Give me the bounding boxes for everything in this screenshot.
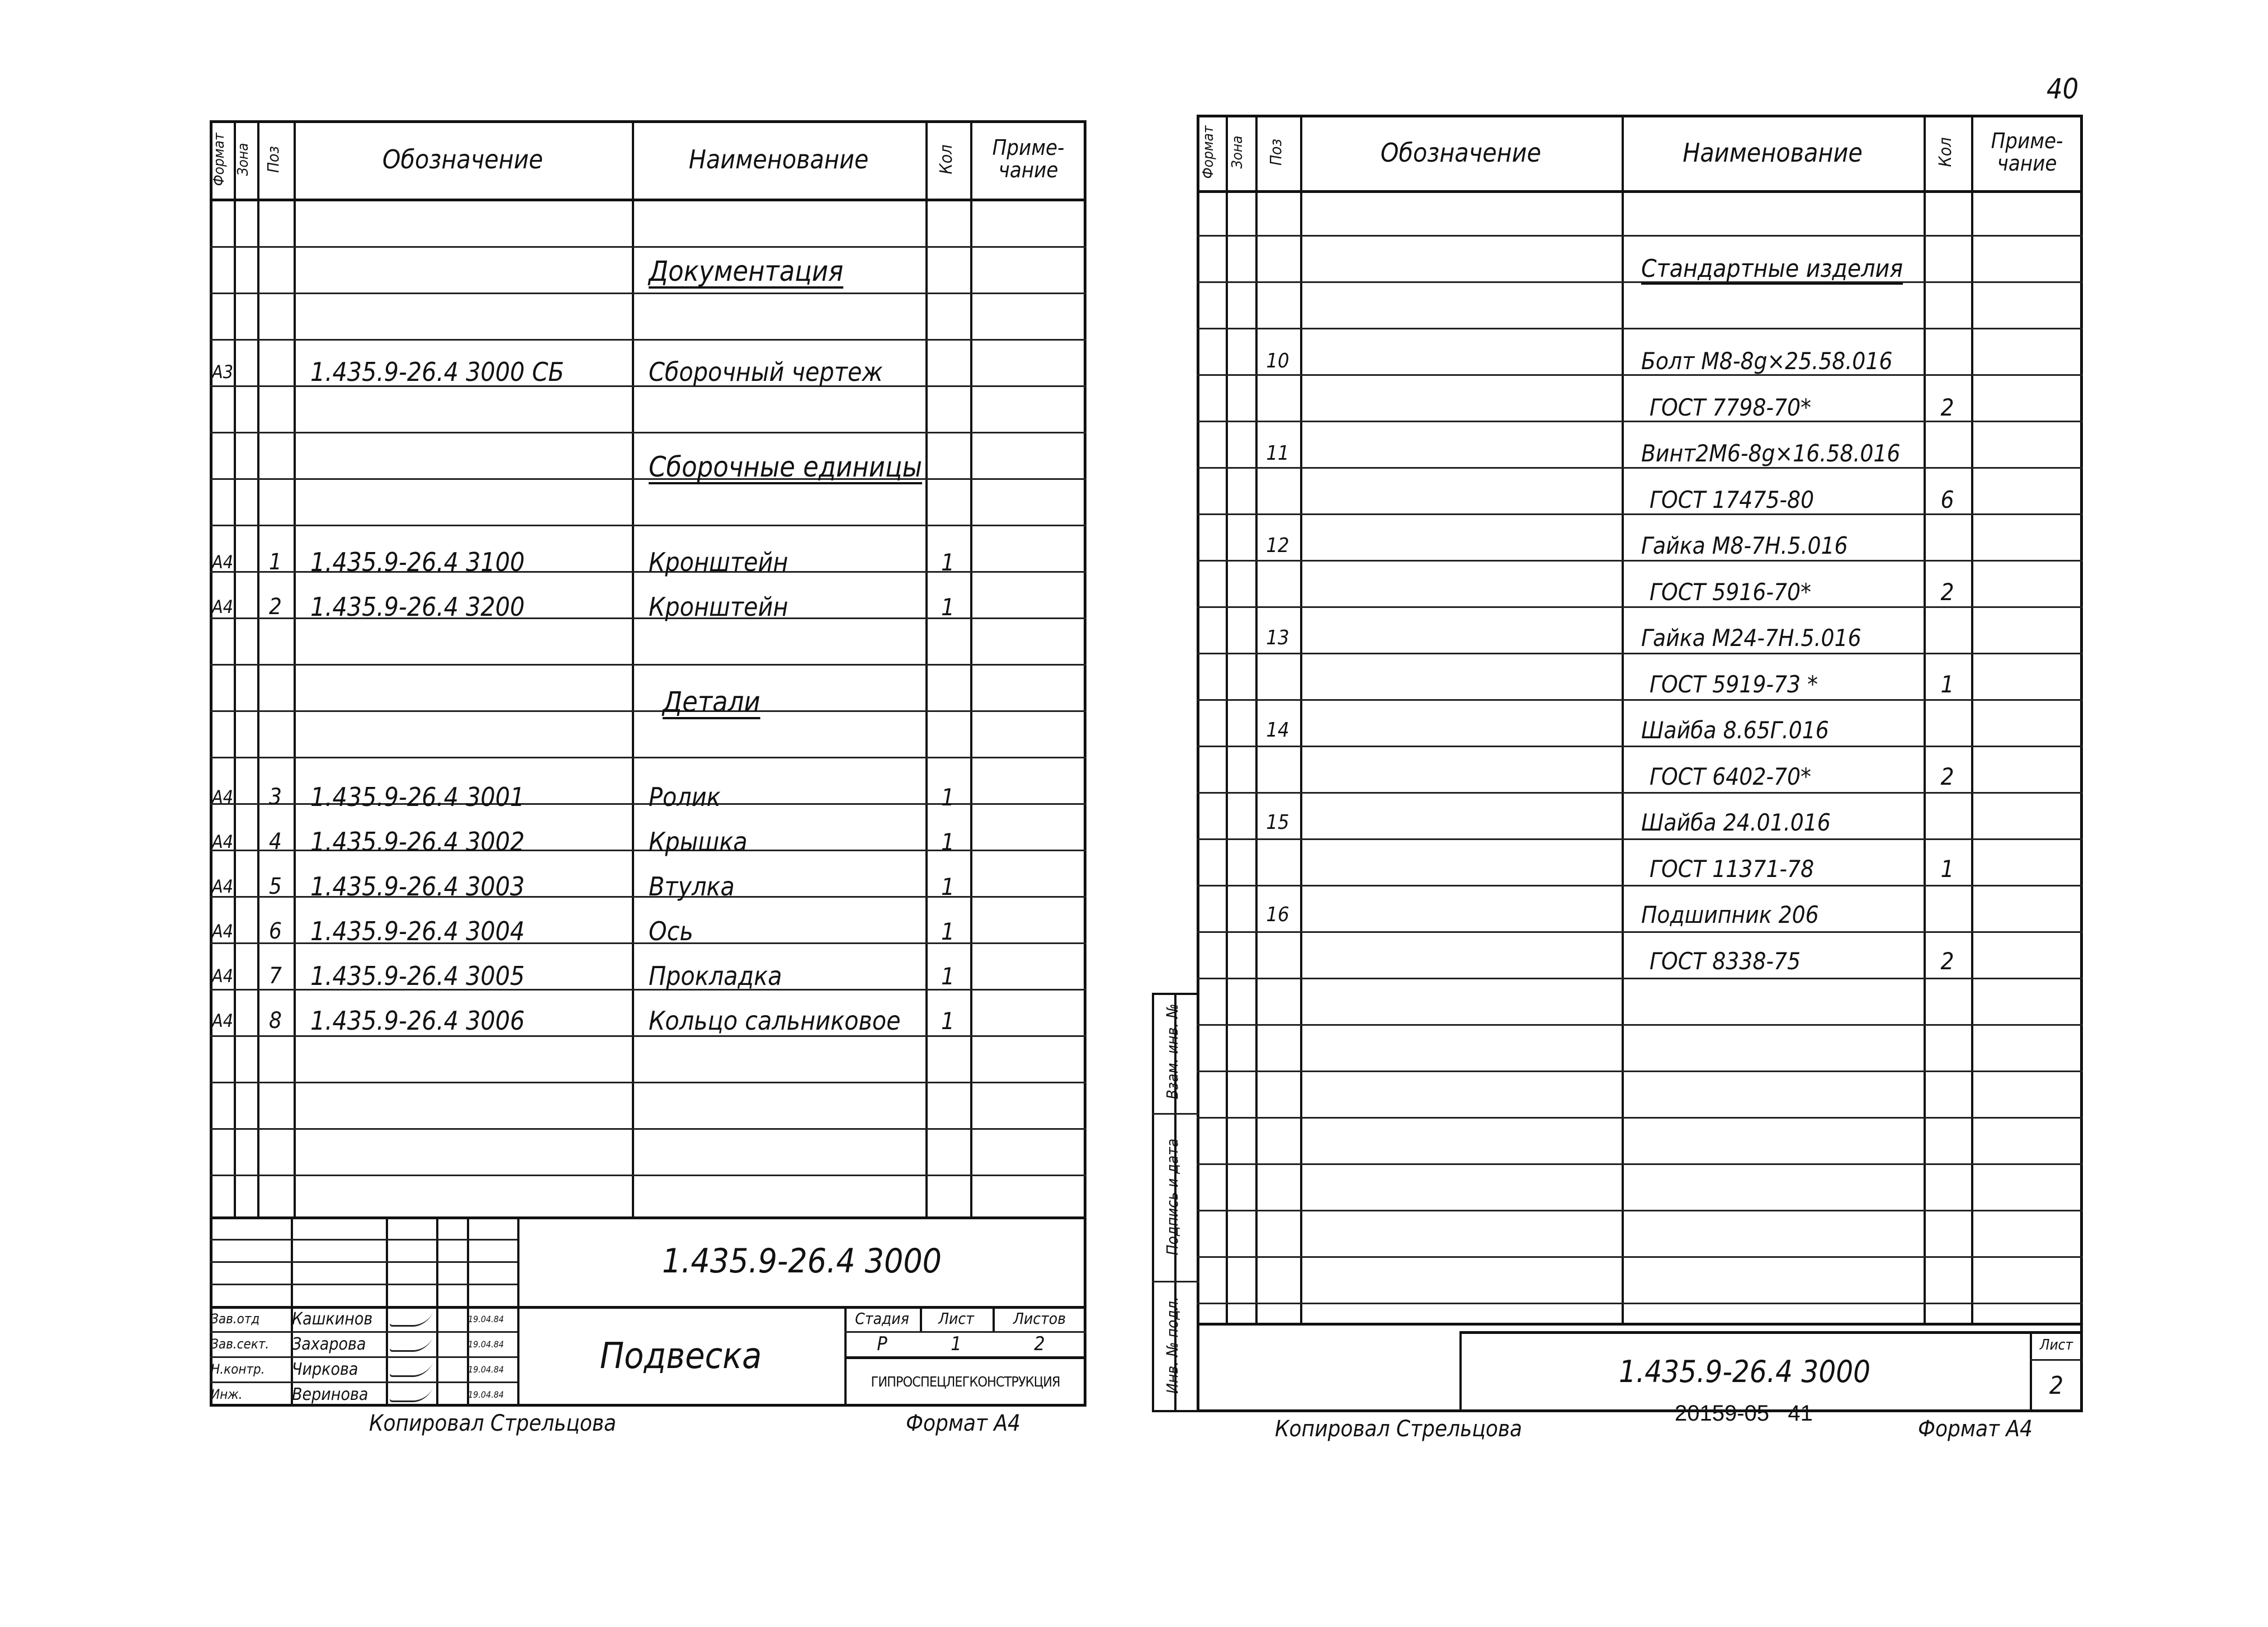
row-name: Втулка xyxy=(649,871,735,902)
row-designation: 1.435.9-26.4 3200 xyxy=(310,592,525,622)
row-format: А4 xyxy=(212,921,233,942)
archive-stamp: 20159-05 41 xyxy=(1675,1401,1813,1426)
signer-date: 19.04.84 xyxy=(468,1389,504,1400)
row-quantity: 1 xyxy=(941,828,955,856)
right-header-zone: Зона xyxy=(1229,135,1246,169)
right-doc-code: 1.435.9-26.4 3000 xyxy=(1618,1354,1871,1389)
side-label-signature: Подпись и дата xyxy=(1163,1138,1182,1256)
row-quantity: 2 xyxy=(1940,393,1954,421)
row-position: 5 xyxy=(269,874,282,899)
left-row-rule xyxy=(210,525,1086,526)
right-sheet-label: Лист xyxy=(2039,1337,2073,1354)
row-name: Винт2М6-8g×16.58.016 xyxy=(1641,439,1901,467)
right-format: Формат А4 xyxy=(1918,1416,2033,1442)
row-name: ГОСТ 6402-70* xyxy=(1650,762,1811,790)
left-header-pos: Поз xyxy=(264,146,282,173)
row-position xyxy=(1255,754,1300,799)
row-format: А4 xyxy=(212,876,233,897)
side-label-replacement: Взам. инв. № xyxy=(1163,1003,1182,1100)
row-quantity: 2 xyxy=(1940,762,1954,790)
left-row-rule xyxy=(210,246,1086,248)
row-quantity xyxy=(925,249,970,294)
row-position xyxy=(1255,246,1300,291)
row-name: Шайба 8.65Г.016 xyxy=(1641,716,1829,744)
row-position: 6 xyxy=(269,918,282,944)
left-frame xyxy=(210,120,1086,1407)
signer-date: 19.04.84 xyxy=(468,1364,504,1375)
row-position xyxy=(1255,385,1300,430)
row-quantity xyxy=(1924,708,1971,752)
row-quantity: 1 xyxy=(941,873,955,900)
row-name: Кольцо сальниковое xyxy=(649,1006,901,1036)
signer-role: Зав.отд xyxy=(211,1311,260,1327)
row-quantity xyxy=(1924,246,1971,291)
signer-name: Чиркова xyxy=(292,1359,358,1379)
row-quantity xyxy=(1924,523,1971,568)
page-number: 40 xyxy=(2047,73,2079,105)
row-position: 7 xyxy=(269,963,282,989)
row-position: 16 xyxy=(1266,903,1289,926)
row-designation: 1.435.9-26.4 3100 xyxy=(310,547,525,577)
signer-role: Зав.сект. xyxy=(211,1336,270,1352)
row-position: 12 xyxy=(1266,534,1289,557)
left-header-designation: Обозначение xyxy=(382,144,544,175)
right-row-rule xyxy=(1197,1163,2083,1165)
right-header-format: Формат xyxy=(1200,125,1217,179)
left-title: Подвеска xyxy=(599,1336,762,1377)
row-quantity xyxy=(1924,800,1971,845)
left-row-rule xyxy=(210,1128,1086,1130)
row-designation: 1.435.9-26.4 3004 xyxy=(310,916,525,946)
row-position xyxy=(1255,939,1300,983)
sheet-label: Лист xyxy=(938,1309,974,1328)
right-header-qty: Кол xyxy=(1936,137,1955,167)
row-position: 1 xyxy=(269,549,282,575)
signer-role: Инж. xyxy=(211,1387,243,1402)
row-position xyxy=(1255,846,1300,891)
row-format: А3 xyxy=(212,361,233,383)
row-designation: 1.435.9-26.4 3003 xyxy=(310,871,525,902)
row-designation: 1.435.9-26.4 3002 xyxy=(310,827,525,857)
row-format: А4 xyxy=(212,551,233,573)
row-name: ГОСТ 7798-70* xyxy=(1650,393,1811,421)
row-name: Прокладка xyxy=(649,961,782,991)
stage-label: Стадия xyxy=(855,1309,909,1328)
row-quantity xyxy=(925,680,970,724)
left-header-name: Наименование xyxy=(688,144,869,175)
row-position: 2 xyxy=(269,594,282,620)
row-position: 8 xyxy=(269,1008,282,1034)
row-position: 15 xyxy=(1266,810,1289,834)
row-format: А4 xyxy=(212,831,233,852)
row-quantity: 1 xyxy=(941,1007,955,1035)
row-quantity xyxy=(1924,615,1971,660)
row-name: Кронштейн xyxy=(649,592,788,622)
row-name: Стандартные изделия xyxy=(1641,254,1903,283)
org-name: ГИПРОСПЕЦЛЕГКОНСТРУКЦИЯ xyxy=(871,1373,1060,1390)
row-position xyxy=(1255,662,1300,706)
signer-date: 19.04.84 xyxy=(468,1313,504,1324)
row-quantity: 1 xyxy=(941,783,955,811)
row-name: Гайка М24-7Н.5.016 xyxy=(1641,624,1861,652)
row-name: Ролик xyxy=(649,782,721,812)
row-name: Болт М8-8g×25.58.016 xyxy=(1641,347,1893,375)
row-quantity xyxy=(925,445,970,489)
signer-name: Веринова xyxy=(292,1384,368,1404)
row-designation xyxy=(310,680,623,724)
row-name: Документация xyxy=(649,255,844,287)
left-format: Формат А4 xyxy=(906,1411,1020,1436)
row-position: 10 xyxy=(1266,349,1289,372)
right-row-rule xyxy=(1197,1256,2083,1258)
row-quantity: 2 xyxy=(1940,578,1954,606)
row-name: ГОСТ 5916-70* xyxy=(1650,578,1811,606)
signer-name: Кашкинов xyxy=(292,1309,373,1329)
row-name: Детали xyxy=(663,686,760,718)
row-position xyxy=(257,680,294,724)
row-name: Шайба 24.01.016 xyxy=(1641,808,1831,836)
right-header-designation: Обозначение xyxy=(1380,137,1542,168)
row-position xyxy=(1255,477,1300,522)
row-quantity xyxy=(1924,431,1971,475)
row-name: Ось xyxy=(649,916,693,946)
left-header-note: Приме- чание xyxy=(992,135,1065,182)
row-format: А4 xyxy=(212,965,233,987)
row-name: ГОСТ 17475-80 xyxy=(1650,485,1815,513)
row-position xyxy=(257,249,294,294)
row-name: Крышка xyxy=(649,827,748,857)
row-format: А4 xyxy=(212,786,233,808)
right-row-rule xyxy=(1197,235,2083,237)
row-format: А4 xyxy=(212,596,233,617)
row-name: Сборочные единицы xyxy=(649,451,923,483)
right-row-rule xyxy=(1197,1117,2083,1119)
right-header-pos: Поз xyxy=(1267,139,1285,166)
row-quantity: 1 xyxy=(1940,855,1954,883)
right-row-rule xyxy=(1197,328,2083,329)
row-quantity: 1 xyxy=(941,593,955,621)
left-row-rule xyxy=(210,1082,1086,1083)
right-header-name: Наименование xyxy=(1683,137,1863,168)
row-designation xyxy=(310,249,623,294)
row-quantity: 1 xyxy=(1940,670,1954,698)
row-designation: 1.435.9-26.4 3005 xyxy=(310,961,525,991)
row-quantity xyxy=(1924,892,1971,937)
row-name: Подшипник 206 xyxy=(1641,900,1819,928)
row-quantity xyxy=(1924,338,1971,383)
sheets-value: 2 xyxy=(1034,1332,1045,1355)
row-format xyxy=(211,445,234,489)
left-copied-by: Копировал Стрельцова xyxy=(369,1411,617,1436)
row-quantity: 1 xyxy=(941,917,955,945)
row-format xyxy=(211,680,234,724)
left-row-rule xyxy=(210,339,1086,341)
row-name: ГОСТ 5919-73 * xyxy=(1650,670,1818,698)
row-quantity: 1 xyxy=(941,548,955,576)
right-row-rule xyxy=(1197,1070,2083,1072)
left-doc-code: 1.435.9-26.4 3000 xyxy=(662,1242,942,1281)
row-position: 13 xyxy=(1266,626,1289,649)
left-header-format: Формат xyxy=(211,133,228,186)
signer-role: Н.контр. xyxy=(211,1361,265,1377)
row-quantity xyxy=(925,350,970,394)
right-row-rule xyxy=(1197,1210,2083,1211)
row-designation: 1.435.9-26.4 3001 xyxy=(310,782,525,812)
row-name: ГОСТ 8338-75 xyxy=(1650,947,1801,975)
row-name: Сборочный чертеж xyxy=(649,357,883,387)
left-row-rule xyxy=(210,432,1086,433)
right-header-note: Приме- чание xyxy=(1991,128,2063,176)
signer-date: 19.04.84 xyxy=(468,1338,504,1350)
right-sheet-value: 2 xyxy=(2049,1371,2064,1400)
right-row-rule xyxy=(1197,1303,2083,1304)
left-row-rule xyxy=(210,1175,1086,1176)
row-position: 3 xyxy=(269,784,282,810)
row-position: 4 xyxy=(269,829,282,855)
row-designation: 1.435.9-26.4 3006 xyxy=(310,1006,525,1036)
sheet-value: 1 xyxy=(951,1332,962,1355)
row-position xyxy=(257,445,294,489)
left-row-rule xyxy=(210,664,1086,666)
row-designation xyxy=(310,445,623,489)
left-row-rule xyxy=(210,757,1086,758)
left-header-zone: Зона xyxy=(235,143,252,176)
signer-name: Захарова xyxy=(292,1334,366,1354)
left-header-qty: Кол xyxy=(937,144,956,175)
row-format: А4 xyxy=(212,1010,233,1031)
row-quantity: 6 xyxy=(1940,485,1954,513)
row-name: Гайка М8-7Н.5.016 xyxy=(1641,531,1848,559)
row-position xyxy=(257,350,294,394)
sheets-label: Листов xyxy=(1013,1309,1066,1328)
row-position xyxy=(1255,569,1300,614)
row-position: 11 xyxy=(1266,441,1289,465)
row-name: ГОСТ 11371-78 xyxy=(1650,855,1815,883)
row-format xyxy=(211,249,234,294)
row-position: 14 xyxy=(1266,718,1289,742)
side-label-inventory: Инв. № подл. xyxy=(1163,1296,1182,1394)
stage-value: Р xyxy=(877,1332,887,1355)
row-designation: 1.435.9-26.4 3000 СБ xyxy=(310,357,564,387)
row-quantity: 2 xyxy=(1940,947,1954,975)
row-quantity: 1 xyxy=(941,962,955,990)
right-copied-by: Копировал Стрельцова xyxy=(1275,1416,1523,1442)
row-name: Кронштейн xyxy=(649,547,788,577)
right-row-rule xyxy=(1197,1024,2083,1026)
